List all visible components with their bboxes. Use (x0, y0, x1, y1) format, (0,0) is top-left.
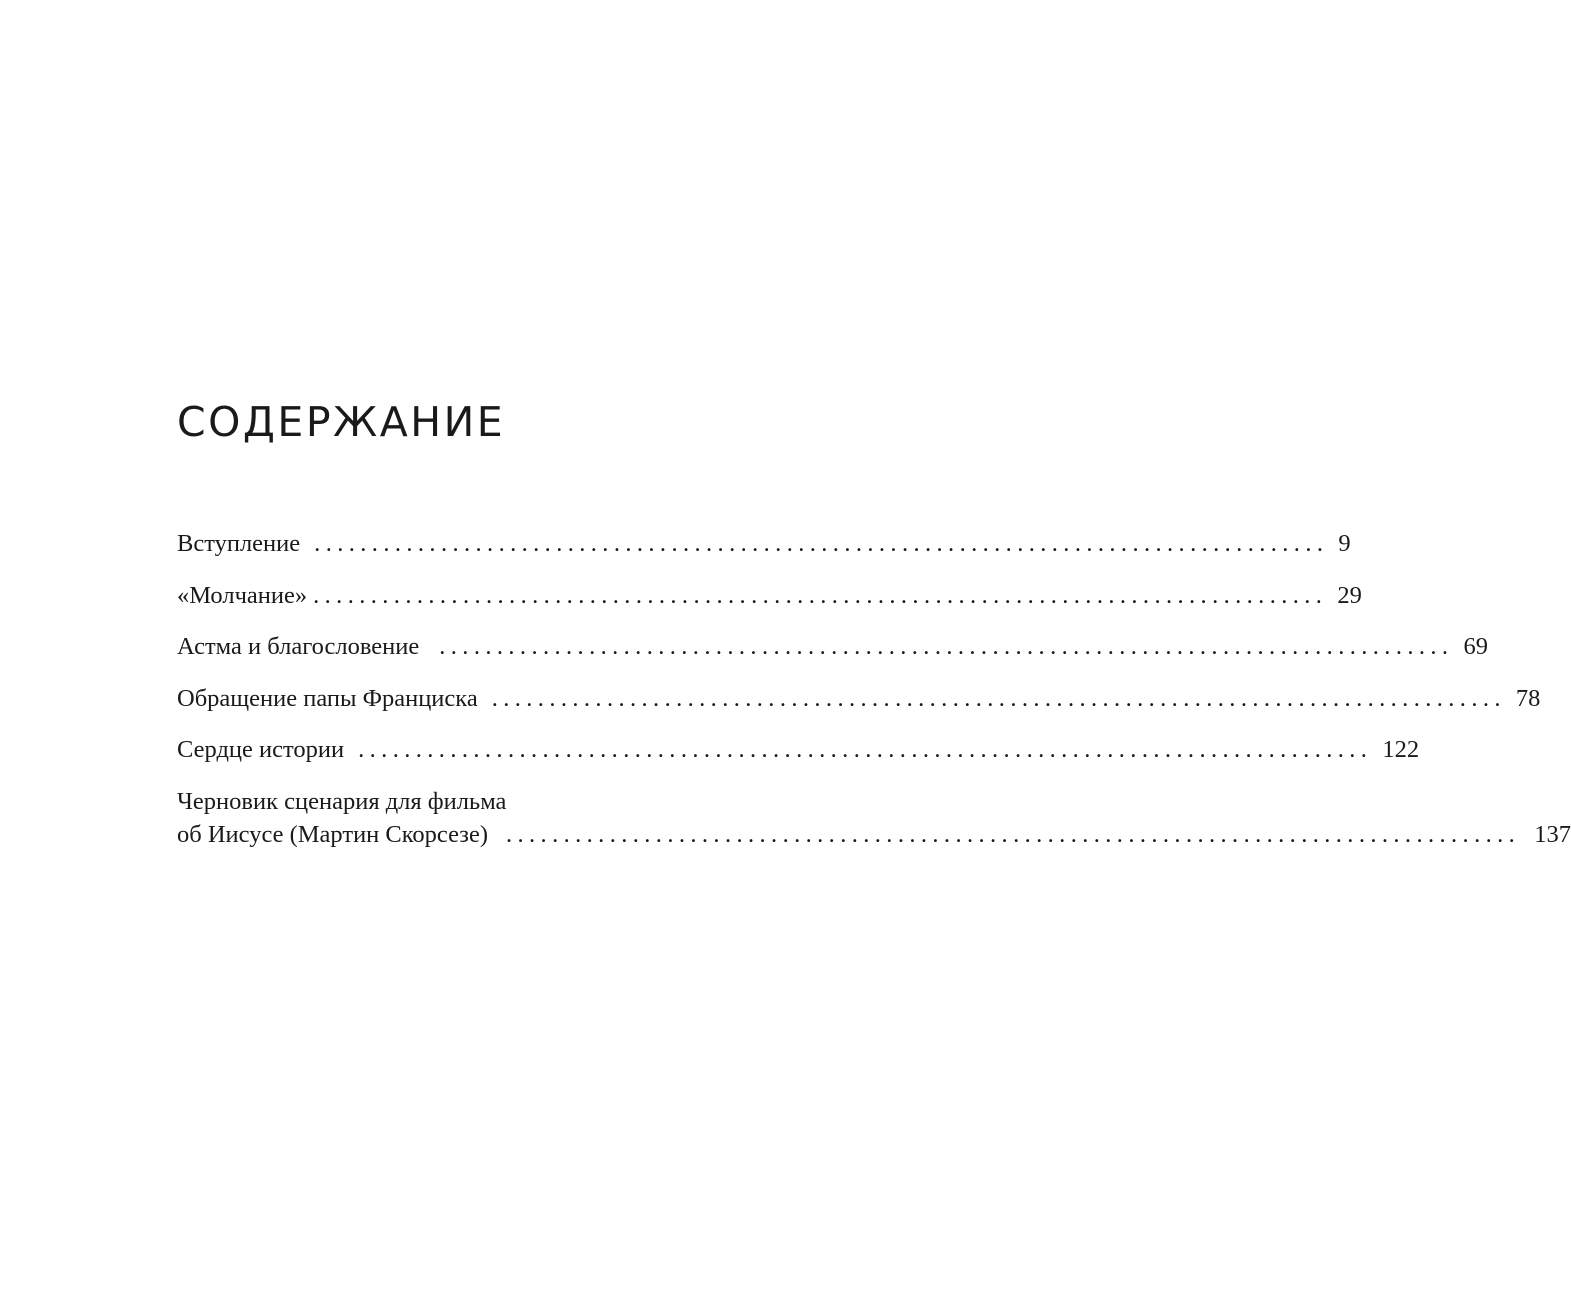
toc-page-number: 137 (1534, 820, 1571, 848)
toc-page-number: 9 (1338, 530, 1351, 557)
toc-leader-dots: ........................................................................................ (491, 684, 1506, 712)
toc-page-number: 78 (1515, 684, 1541, 712)
page-title: СОДЕРЖАНИЕ (177, 398, 506, 446)
toc-entry[interactable] (177, 733, 1420, 766)
toc-entry-title: Сердце истории (177, 736, 345, 763)
toc-entry-title: Черновик сценария для фильма (177, 787, 507, 815)
toc-entry-title-continued: об Иисусе (Мартин Скорсезе) (177, 820, 488, 848)
toc-leader-dots: ........................................................................................ (313, 581, 1328, 609)
toc-entry-title: Обращение папы Франциска (177, 684, 478, 712)
toc-entry-title: Вступление (177, 530, 301, 557)
toc-page-number: 29 (1337, 581, 1362, 609)
toc-page-number: 122 (1382, 736, 1420, 763)
table-of-contents (177, 527, 1571, 869)
toc-entry[interactable] (177, 527, 1351, 560)
toc-page-number: 69 (1463, 633, 1488, 660)
toc-leader-dots: ........................................................................................ (314, 530, 1329, 557)
toc-entry[interactable] (177, 579, 1362, 612)
toc-entry-title: Астма и благословение (177, 633, 420, 660)
toc-leader-dots: ........................................................................................ (439, 633, 1454, 660)
toc-entry[interactable] (177, 630, 1488, 663)
toc-entry[interactable] (177, 682, 1541, 715)
toc-entry[interactable] (177, 785, 1571, 851)
toc-entry-title: «Молчание» (177, 581, 308, 609)
toc-leader-dots: ........................................................................................ (358, 736, 1373, 763)
toc-leader-dots: ........................................................................................ (505, 820, 1521, 848)
